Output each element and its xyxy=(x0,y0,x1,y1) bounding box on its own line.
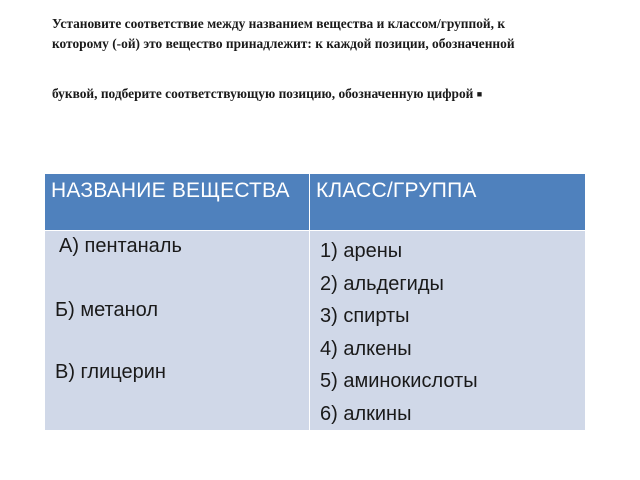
instruction-line-1: Установите соответствие между названием вещества и классом/группой, к xyxy=(52,16,506,31)
class-cell xyxy=(310,231,586,431)
substance-b: Б) метанол xyxy=(55,299,159,321)
class-item-1: 1) арены xyxy=(320,240,403,262)
header-class-group: КЛАСС/ГРУППА xyxy=(310,174,586,231)
class-item-6: 6) алкины xyxy=(320,402,412,425)
table-header-row xyxy=(45,174,586,231)
substance-c: В) глицерин xyxy=(55,361,166,383)
bullet-mark: ■ xyxy=(476,89,483,100)
matching-table xyxy=(44,173,586,431)
substance-a: А) пентаналь xyxy=(59,235,182,257)
instruction-line-2: которому (-ой) это вещество принадлежит: к каждой позиции, обозначенной xyxy=(52,36,515,52)
class-item-2: 2) альдегиды xyxy=(320,272,444,295)
task-instruction xyxy=(52,14,612,104)
instruction-line-3: буквой, подберите соответствующую позицию, обозначенную цифрой ■ xyxy=(52,86,483,102)
class-item-3: 3) спирты xyxy=(320,305,410,327)
class-item-5: 5) аминокислоты xyxy=(320,370,478,392)
substance-cell xyxy=(45,231,310,431)
header-substance-name: НАЗВАНИЕ ВЕЩЕСТВА xyxy=(45,174,310,231)
table-row xyxy=(45,231,586,431)
class-item-4: 4) алкены xyxy=(320,337,412,360)
